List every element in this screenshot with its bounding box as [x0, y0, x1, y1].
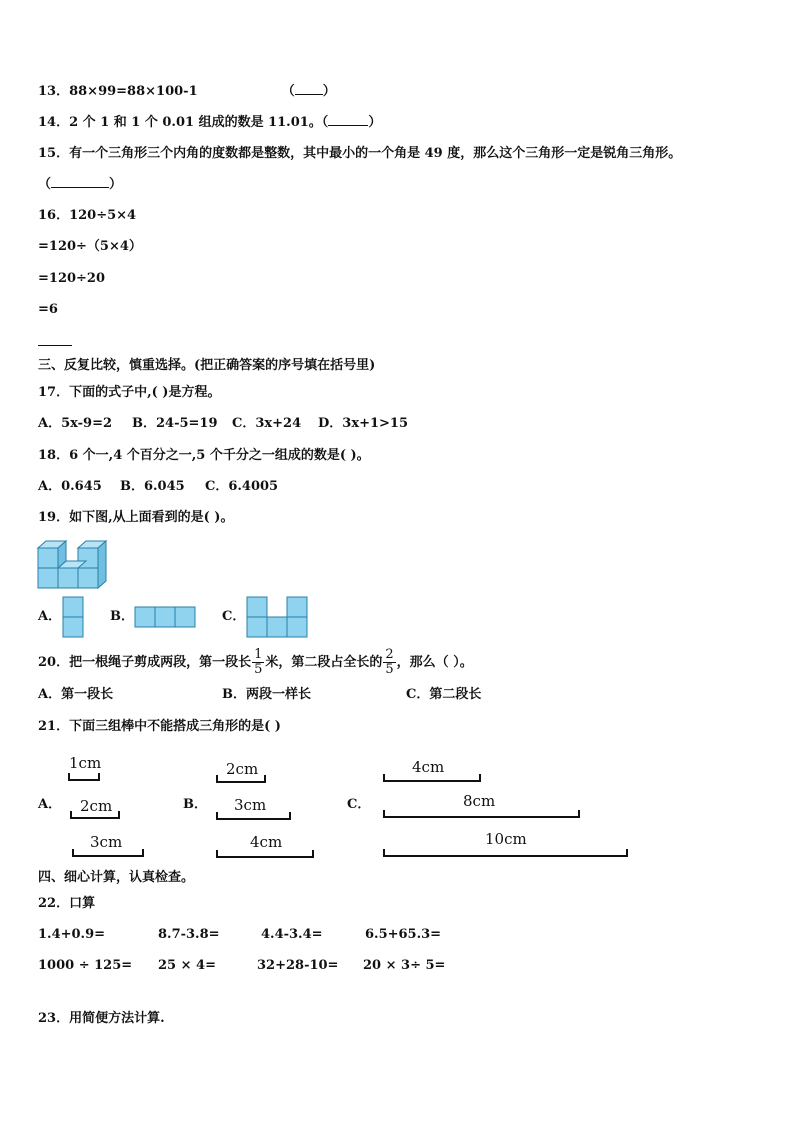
question-15: [38, 146, 681, 162]
stick-label-a3: 3cm: [90, 833, 123, 851]
q19-option-b[interactable]: B．: [110, 609, 134, 624]
section-4-heading: 四、细心计算，认真检查。: [38, 870, 195, 885]
q19-text: 19．如下图,从上面看到的是( )。: [38, 510, 234, 525]
stick-c3: [383, 850, 628, 857]
q17-text: 17．下面的式子中,( )是方程。: [38, 385, 221, 400]
q16-line-1: 16．120÷5×4: [38, 208, 137, 223]
q13-answer-blank[interactable]: [295, 84, 323, 95]
q22-item[interactable]: 1000 ÷ 125=: [38, 958, 133, 973]
q22-item[interactable]: 20 × 3÷ 5=: [363, 958, 446, 973]
stick-label-b3: 4cm: [250, 833, 283, 851]
question-15-answer: （ ）: [38, 177, 123, 192]
q21-option-b[interactable]: B．: [183, 797, 207, 812]
stick-label-c3: 10cm: [485, 830, 527, 848]
q17-option-b[interactable]: B．24-5=19: [132, 416, 218, 431]
q16-answer-blank[interactable]: [38, 345, 72, 346]
q18-option-b[interactable]: B．6.045: [120, 479, 185, 494]
q22-item[interactable]: 6.5+65.3=: [365, 927, 442, 942]
stick-label-a2: 2cm: [80, 797, 113, 815]
stick-b1: [216, 776, 266, 783]
stick-c1: [383, 775, 481, 782]
q22-item[interactable]: 32+28-10=: [257, 958, 339, 973]
q15-answer-blank[interactable]: [51, 177, 109, 188]
q14-text: 14．2 个 1 和 1 个 0.01 组成的数是 11.01。（: [38, 115, 329, 130]
q21-text: 21．下面三组棒中不能搭成三角形的是( ): [38, 719, 281, 734]
stick-b3: [216, 851, 314, 858]
q16-line-3: =120÷20: [38, 271, 106, 286]
q22-item[interactable]: 4.4-3.4=: [261, 927, 323, 942]
q19-option-a-figure[interactable]: [62, 596, 84, 638]
q20-option-c[interactable]: C．第二段长: [406, 687, 482, 702]
q18-option-a[interactable]: A．0.645: [38, 479, 102, 494]
stick-a2: [70, 812, 120, 819]
stick-c2: [383, 811, 580, 818]
q13-text: 13．88×99=88×100-1: [38, 84, 198, 99]
stick-label-b1: 2cm: [226, 760, 259, 778]
q16-line-2: =120÷（5×4）: [38, 239, 142, 254]
q17-option-d[interactable]: D．3x+1>15: [318, 416, 408, 431]
q22-item[interactable]: 1.4+0.9=: [38, 927, 106, 942]
q19-option-c-figure[interactable]: [246, 596, 308, 638]
q19-option-a[interactable]: A．: [38, 609, 62, 624]
stick-b2: [216, 813, 291, 820]
stick-label-c1: 4cm: [412, 758, 445, 776]
stick-a3: [72, 850, 144, 857]
q20-option-a[interactable]: A．第一段长: [38, 687, 114, 702]
q14-answer-blank[interactable]: [328, 115, 368, 126]
q16-line-4: =6: [38, 302, 58, 317]
q21-option-c[interactable]: C．: [347, 797, 371, 812]
q18-option-c[interactable]: C．6.4005: [205, 479, 279, 494]
section-3-heading: 三、反复比较，慎重选择。(把正确答案的序号填在括号里): [38, 358, 376, 373]
q18-text: 18．6 个一,4 个百分之一,5 个千分之一组成的数是( )。: [38, 448, 370, 463]
q20-option-b[interactable]: B．两段一样长: [222, 687, 311, 702]
q17-option-c[interactable]: C．3x+24: [232, 416, 302, 431]
question-14: 14．2 个 1 和 1 个 0.01 组成的数是 11.01。（ ）: [38, 115, 382, 130]
fraction-two-fifths: $\frac{2}{5}$: [385, 647, 394, 677]
q22-item[interactable]: 25 × 4=: [158, 958, 216, 973]
q22-item[interactable]: 8.7-3.8=: [158, 927, 220, 942]
q23-text: 23．用简便方法计算.: [38, 1011, 165, 1026]
stick-label-b2: 3cm: [234, 796, 267, 814]
q15-text: 15．有一个三角形三个内角的度数都是整数，其中最小的一个角是 49 度，那么这个三角形一定是锐角三角形。: [38, 146, 682, 161]
stick-label-c2: 8cm: [463, 792, 496, 810]
q19-option-b-figure[interactable]: [134, 606, 196, 628]
q20-text: 20．把一根绳子剪成两段，第一段长 $\frac{1}{5}$ 米，第二段占全长的 $\frac{2}{5}$ ，那么（ ）。: [38, 647, 473, 677]
stick-a1: [68, 774, 100, 781]
cube-stack-figure: [36, 538, 108, 590]
q21-option-a[interactable]: A．: [38, 797, 62, 812]
q17-option-a[interactable]: A．5x-9=2: [38, 416, 113, 431]
q19-option-c[interactable]: C．: [222, 609, 246, 624]
fraction-one-fifth: $\frac{1}{5}$: [254, 647, 263, 677]
question-13: 13．88×99=88×100-1 （ ）: [38, 84, 336, 99]
q22-text: 22．口算: [38, 896, 96, 911]
stick-label-a1: 1cm: [69, 754, 102, 772]
